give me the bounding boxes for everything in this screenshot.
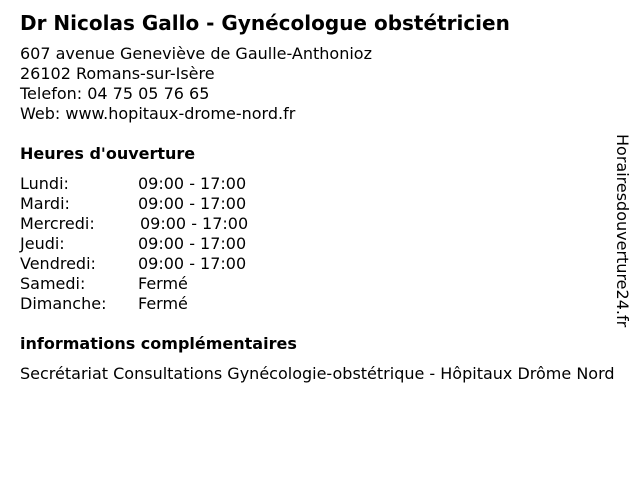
day-label: Mercredi: xyxy=(20,214,95,233)
hours-row-jeudi xyxy=(20,234,248,254)
hours-row-dimanche xyxy=(20,294,248,314)
street-address: 607 avenue Geneviève de Gaulle-Anthonioz xyxy=(20,44,372,63)
time-value: 09:00 - 17:00 xyxy=(138,234,247,253)
hours-heading: Heures d'ouverture xyxy=(20,144,196,163)
info-heading: informations complémentaires xyxy=(20,334,297,353)
info-description: Secrétariat Consultations Gynécologie-obstétrique - Hôpitaux Drôme Nord xyxy=(20,364,615,383)
day-label: Lundi: xyxy=(20,174,69,193)
hours-row-lundi xyxy=(20,174,248,194)
phone-number: Telefon: 04 75 05 76 65 xyxy=(20,84,210,103)
hours-table xyxy=(20,174,248,314)
day-label: Dimanche: xyxy=(20,294,107,313)
day-label: Samedi: xyxy=(20,274,86,293)
website-link[interactable]: Web: www.hopitaux-drome-nord.fr xyxy=(20,104,296,123)
time-value: 09:00 - 17:00 xyxy=(138,174,247,193)
city-address: 26102 Romans-sur-Isère xyxy=(20,64,215,83)
day-label: Vendredi: xyxy=(20,254,96,273)
brand-watermark: Horairesdouverture24.fr xyxy=(613,134,632,328)
page-title: Dr Nicolas Gallo - Gynécologue obstétricien xyxy=(20,11,510,35)
hours-row-vendredi xyxy=(20,254,248,274)
hours-row-mercredi xyxy=(20,214,248,234)
time-value: 09:00 - 17:00 xyxy=(138,254,247,273)
day-label: Jeudi: xyxy=(20,234,65,253)
contact-block xyxy=(20,44,372,124)
hours-row-samedi xyxy=(20,274,248,294)
time-value: 09:00 - 17:00 xyxy=(138,194,247,213)
hours-row-mardi xyxy=(20,194,248,214)
time-value: Fermé xyxy=(138,274,188,293)
time-value: 09:00 - 17:00 xyxy=(140,214,249,233)
day-label: Mardi: xyxy=(20,194,70,213)
time-value: Fermé xyxy=(138,294,188,313)
